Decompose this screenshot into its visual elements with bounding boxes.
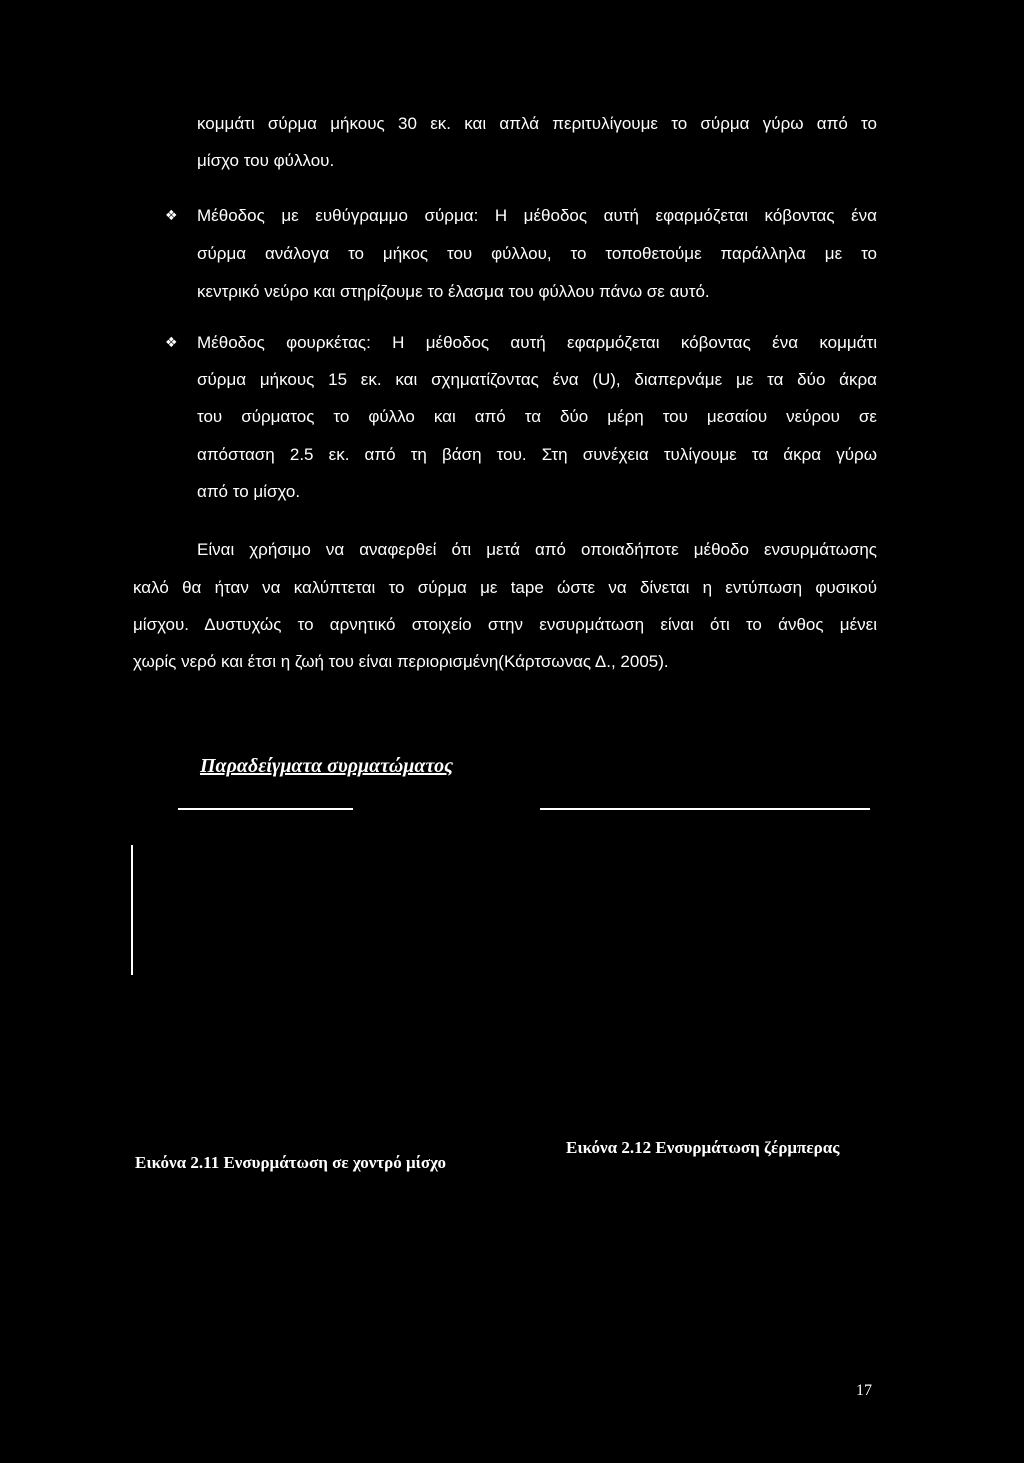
figure-1-caption: Εικόνα 2.11 Ενσυρμάτωση σε χοντρό μίσχο (135, 1153, 447, 1172)
section-heading: Παραδείγματα συρματώματος (200, 755, 453, 777)
bullet-2-line-1: Μέθοδος φουρκέτας: Η μέθοδος αυτή εφαρμόζεται κόβοντας ένα κομμάτι (197, 333, 877, 352)
figure-1-left-rule (131, 845, 133, 975)
continuation-line-1: κομμάτι σύρμα μήκους 30 εκ. και απλά περιτυλίγουμε το σύρμα γύρω από το (197, 114, 877, 133)
bullet-2-line-5: από το μίσχο. (197, 482, 301, 501)
continuation-line-2: μίσχο του φύλλου. (197, 151, 335, 170)
page-number: 17 (856, 1382, 872, 1399)
figure-2-caption: Εικόνα 2.12 Ενσυρμάτωση ζέρμπερας (566, 1138, 840, 1157)
bullet-1-line-3: κεντρικό νεύρο και στηρίζουμε το έλασμα του φύλλου πάνω σε αυτό. (197, 282, 710, 301)
bullet-2-line-4: απόσταση 2.5 εκ. από τη βάση του. Στη συνέχεια τυλίγουμε τα άκρα γύρω (197, 445, 877, 464)
bullet-2-line-2: σύρμα μήκους 15 εκ. και σχηματίζοντας ένα (U), διαπερνάμε με τα δύο άκρα (197, 370, 877, 389)
paragraph-line-4: χωρίς νερό και έτσι η ζωή του είναι περιορισμένη(Κάρτσωνας Δ., 2005). (133, 652, 669, 671)
paragraph-line-1: Είναι χρήσιμο να αναφερθεί ότι μετά από οποιαδήποτε μέθοδο ενσυρμάτωσης (197, 540, 877, 559)
bullet-1-icon: ❖ (165, 208, 178, 224)
bullet-2-line-3: του σύρματος το φύλλο και από τα δύο μέρη του μεσαίου νεύρου σε (197, 407, 877, 426)
paragraph-line-3: μίσχου. Δυστυχώς το αρνητικό στοιχείο στην ενσυρμάτωση είναι ότι το άνθος μένει (133, 615, 877, 634)
paragraph-line-2: καλό θα ήταν να καλύπτεται το σύρμα με tape ώστε να δίνεται η εντύπωση φυσικού (133, 578, 877, 597)
figure-2-top-rule (540, 808, 870, 810)
bullet-2-icon: ❖ (165, 335, 178, 351)
bullet-1-line-1: Μέθοδος με ευθύγραμμο σύρμα: Η μέθοδος αυτή εφαρμόζεται κόβοντας ένα (197, 206, 877, 225)
figure-1-top-rule (178, 808, 353, 810)
bullet-1-line-2: σύρμα ανάλογα το μήκος του φύλλου, το τοποθετούμε παράλληλα με το (197, 244, 877, 263)
